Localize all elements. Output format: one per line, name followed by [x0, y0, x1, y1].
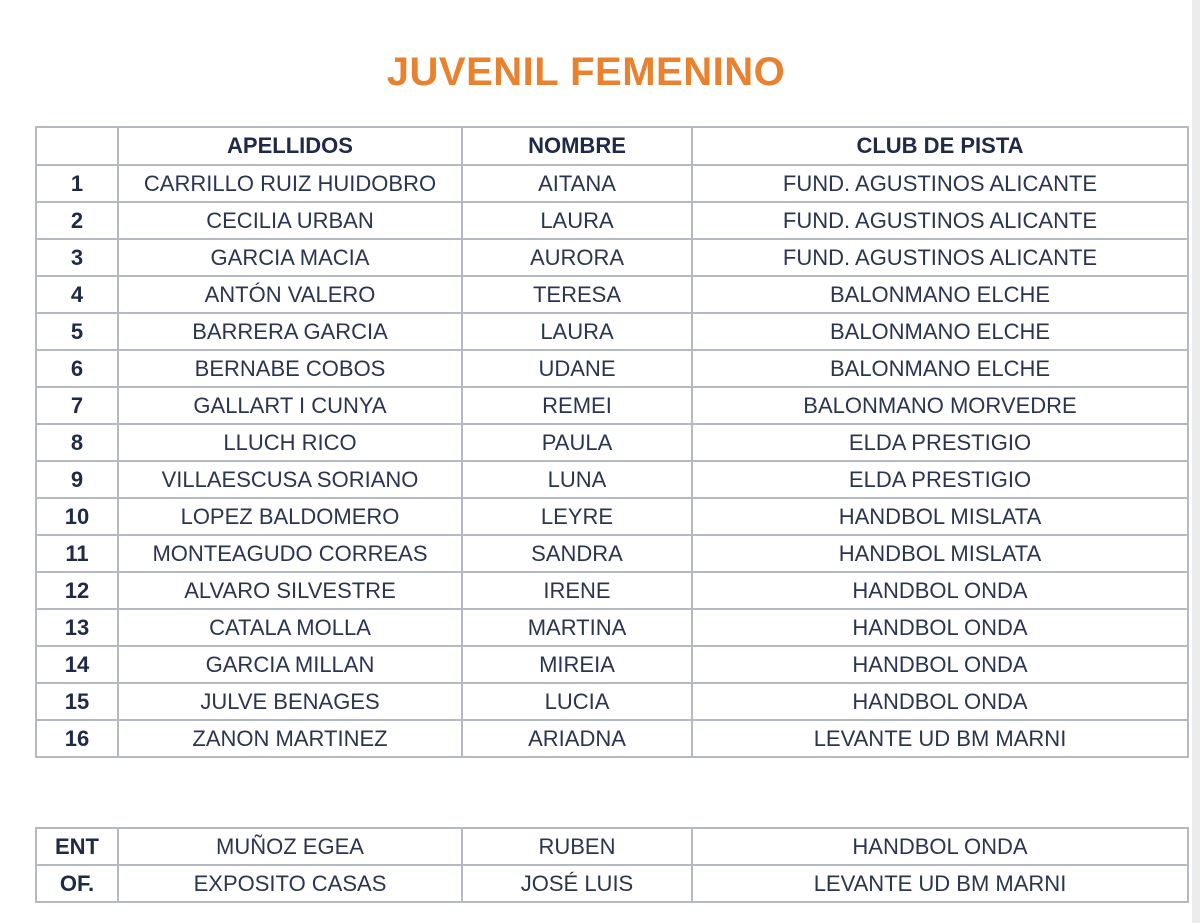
cell-club: HANDBOL ONDA — [692, 828, 1188, 865]
table-row — [36, 239, 1188, 276]
table-row — [36, 683, 1188, 720]
cell-club: HANDBOL ONDA — [692, 572, 1188, 609]
cell-club: HANDBOL ONDA — [692, 683, 1188, 720]
cell-apellidos: VILLAESCUSA SORIANO — [118, 461, 462, 498]
table-row — [36, 609, 1188, 646]
cell-apellidos: BERNABE COBOS — [118, 350, 462, 387]
cell-number: 10 — [36, 498, 118, 535]
cell-apellidos: MUÑOZ EGEA — [118, 828, 462, 865]
cell-apellidos: LOPEZ BALDOMERO — [118, 498, 462, 535]
cell-club: LEVANTE UD BM MARNI — [692, 720, 1188, 757]
header-row — [36, 127, 1188, 165]
cell-nombre: AURORA — [462, 239, 692, 276]
cell-number: 8 — [36, 424, 118, 461]
table-row — [36, 646, 1188, 683]
cell-number: 15 — [36, 683, 118, 720]
cell-number: 2 — [36, 202, 118, 239]
cell-nombre: IRENE — [462, 572, 692, 609]
cell-number: 4 — [36, 276, 118, 313]
cell-nombre: ARIADNA — [462, 720, 692, 757]
header-number — [36, 127, 118, 165]
cell-club: BALONMANO MORVEDRE — [692, 387, 1188, 424]
cell-nombre: MIREIA — [462, 646, 692, 683]
table-row — [36, 498, 1188, 535]
cell-number: 3 — [36, 239, 118, 276]
cell-number: 5 — [36, 313, 118, 350]
cell-apellidos: EXPOSITO CASAS — [118, 865, 462, 902]
cell-number: 12 — [36, 572, 118, 609]
table-row — [36, 165, 1188, 202]
cell-apellidos: CATALA MOLLA — [118, 609, 462, 646]
cell-apellidos: CARRILLO RUIZ HUIDOBRO — [118, 165, 462, 202]
cell-club: HANDBOL MISLATA — [692, 535, 1188, 572]
cell-nombre: UDANE — [462, 350, 692, 387]
cell-number: 16 — [36, 720, 118, 757]
cell-club: FUND. AGUSTINOS ALICANTE — [692, 202, 1188, 239]
cell-club: ELDA PRESTIGIO — [692, 461, 1188, 498]
cell-club: HANDBOL ONDA — [692, 609, 1188, 646]
players-table — [35, 126, 1189, 758]
cell-nombre: MARTINA — [462, 609, 692, 646]
cell-apellidos: GARCIA MACIA — [118, 239, 462, 276]
cell-club: LEVANTE UD BM MARNI — [692, 865, 1188, 902]
cell-nombre: AITANA — [462, 165, 692, 202]
table-row — [36, 461, 1188, 498]
cell-apellidos: MONTEAGUDO CORREAS — [118, 535, 462, 572]
cell-club: BALONMANO ELCHE — [692, 276, 1188, 313]
cell-club: BALONMANO ELCHE — [692, 350, 1188, 387]
table-row — [36, 276, 1188, 313]
cell-number: 13 — [36, 609, 118, 646]
cell-nombre: SANDRA — [462, 535, 692, 572]
cell-apellidos: BARRERA GARCIA — [118, 313, 462, 350]
cell-apellidos: ANTÓN VALERO — [118, 276, 462, 313]
cell-nombre: LUNA — [462, 461, 692, 498]
cell-club: FUND. AGUSTINOS ALICANTE — [692, 165, 1188, 202]
table-row — [36, 572, 1188, 609]
cell-nombre: RUBEN — [462, 828, 692, 865]
page-edge — [1192, 0, 1200, 923]
cell-nombre: LEYRE — [462, 498, 692, 535]
table-row — [36, 828, 1188, 865]
page-title: JUVENIL FEMENINO — [386, 50, 786, 94]
cell-club: HANDBOL ONDA — [692, 646, 1188, 683]
cell-apellidos: CECILIA URBAN — [118, 202, 462, 239]
cell-nombre: LAURA — [462, 313, 692, 350]
cell-number: 14 — [36, 646, 118, 683]
cell-nombre: LAURA — [462, 202, 692, 239]
cell-club: ELDA PRESTIGIO — [692, 424, 1188, 461]
table-row — [36, 202, 1188, 239]
header-nombre: NOMBRE — [462, 127, 692, 165]
cell-apellidos: GALLART I CUNYA — [118, 387, 462, 424]
staff-table — [35, 827, 1189, 903]
cell-club: BALONMANO ELCHE — [692, 313, 1188, 350]
cell-club: HANDBOL MISLATA — [692, 498, 1188, 535]
cell-role: OF. — [36, 865, 118, 902]
cell-apellidos: LLUCH RICO — [118, 424, 462, 461]
table-row — [36, 535, 1188, 572]
cell-apellidos: ZANON MARTINEZ — [118, 720, 462, 757]
table-row — [36, 350, 1188, 387]
cell-number: 7 — [36, 387, 118, 424]
cell-number: 11 — [36, 535, 118, 572]
cell-nombre: PAULA — [462, 424, 692, 461]
table-row — [36, 387, 1188, 424]
cell-role: ENT — [36, 828, 118, 865]
cell-number: 1 — [36, 165, 118, 202]
header-club: CLUB DE PISTA — [692, 127, 1188, 165]
cell-nombre: LUCIA — [462, 683, 692, 720]
cell-nombre: REMEI — [462, 387, 692, 424]
cell-apellidos: JULVE BENAGES — [118, 683, 462, 720]
table-row — [36, 720, 1188, 757]
cell-nombre: JOSÉ LUIS — [462, 865, 692, 902]
table-row — [36, 424, 1188, 461]
cell-club: FUND. AGUSTINOS ALICANTE — [692, 239, 1188, 276]
table-row — [36, 313, 1188, 350]
cell-number: 9 — [36, 461, 118, 498]
cell-number: 6 — [36, 350, 118, 387]
cell-nombre: TERESA — [462, 276, 692, 313]
cell-apellidos: GARCIA MILLAN — [118, 646, 462, 683]
cell-apellidos: ALVARO SILVESTRE — [118, 572, 462, 609]
table-row — [36, 865, 1188, 902]
header-apellidos: APELLIDOS — [118, 127, 462, 165]
